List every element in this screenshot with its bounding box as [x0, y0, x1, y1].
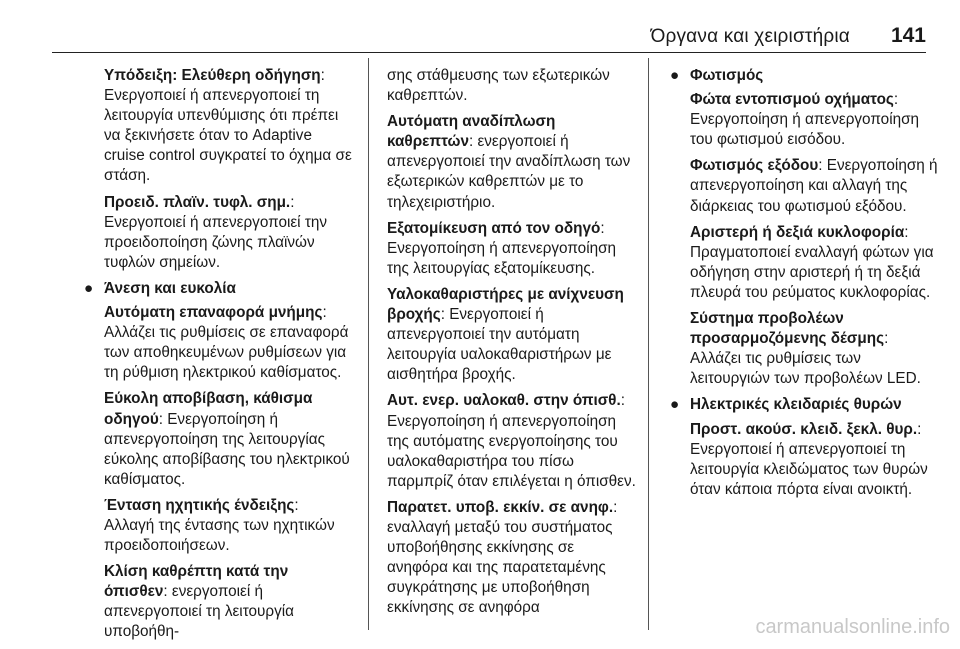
paragraph-blind-spot: Προειδ. πλαϊν. τυφλ. σημ.: Ενεργοποιεί ή απενεργοποιεί την προειδοποίηση ζώνης πλαϊνών τυφλών σημείων. — [104, 193, 328, 271]
bullet-door-locks: ● Ηλεκτρικές κλειδαριές θυρών — [690, 395, 940, 415]
section-title: Όργανα και χειριστήρια — [650, 26, 850, 47]
paragraph-rear-wiper: Αυτ. ενερ. υαλοκαθ. στην όπισθ.: Ενεργοποίηση ή απενεργοποίηση της αυτόματης ενεργοποίησης του υαλοκαθαριστήρα του πίσω παρμπρίζ όταν επιλέγεται η όπισθεν. — [387, 392, 636, 490]
bullet-dot-icon: ● — [670, 396, 680, 414]
paragraph-exit-lighting: Φωτισμός εξόδου: Ενεργοποίηση ή απενεργοποίηση και αλλαγή της διάρκειας του φωτισμού εξόδου. — [690, 157, 938, 215]
bullet-lighting: ● Φωτισμός — [690, 66, 940, 86]
bullet-comfort: ● Άνεση και ευκολία — [104, 279, 352, 299]
header-divider — [52, 52, 926, 53]
paragraph-traffic-side: Αριστερή ή δεξιά κυκλοφορία: Πραγματοποιεί εναλλαγή φώτων για οδήγηση στην αριστερή ή τη δεξιά πλευρά του ρεύματος κυκλοφορίας. — [690, 223, 934, 301]
column-divider-1 — [368, 58, 369, 630]
paragraph-auto-fold: Αυτόματη αναδίπλωση καθρεπτών: ενεργοποιεί ή απενεργοποιεί την αναδίπλωση των εξωτερικών καθρεπτών με το τηλεχειριστήριο. — [387, 113, 631, 211]
column-divider-2 — [648, 58, 649, 630]
column-2 — [387, 66, 637, 624]
paragraph-continuation: σης στάθμευσης των εξωτερικών καθρεπτών. — [387, 67, 610, 105]
bullet-dot-icon: ● — [670, 67, 680, 84]
watermark: carmanualsonline.info — [755, 616, 950, 638]
paragraph-chime-volume: Ένταση ηχητικής ένδειξης: Αλλαγή της έντασης των ηχητικών προειδοποιήσεων. — [104, 496, 335, 555]
paragraph-rain-wipers: Υαλοκαθαριστήρες με ανίχνευση βροχής: Ενεργοποιεί ή απενεργοποιεί την αυτόματη λειτουργία υαλοκαθαριστήρων με αισθητήρα βροχής. — [387, 285, 624, 384]
paragraph-reverse-tilt: Κλίση καθρέπτη κατά την όπισθεν: ενεργοποιεί ή απενεργοποιεί τη λειτουργία υποβοήθη- — [104, 563, 294, 641]
paragraph-personalization: Εξατομίκευση από τον οδηγό: Ενεργοποίηση ή απενεργοποίηση της λειτουργίας εξατομίκευσης. — [387, 219, 617, 277]
paragraph-lockout-protection: Προστ. ακούσ. κλειδ. ξεκλ. θυρ.: Ενεργοποιεί ή απενεργοποιεί τη λειτουργία κλειδώματος των θυρών όταν κάποια πόρτα είναι ανοικτή. — [690, 420, 928, 498]
paragraph-easy-exit: Εύκολη αποβίβαση, κάθισμα οδηγού: Ενεργοποίηση ή απενεργοποίηση της λειτουργίας εύκολης αποβίβασης του ηλεκτρικού καθίσματος. — [104, 390, 350, 488]
paragraph-locator-lights: Φώτα εντοπισμού οχήματος: Ενεργοποίηση ή απενεργοποίηση του φωτισμού εισόδου. — [690, 91, 920, 149]
column-1 — [84, 66, 352, 649]
paragraph-adaptive-beam: Σύστημα προβολέων προσαρμοζόμενης δέσμης: Αλλάζει τις ρυθμίσεις των λειτουργιών των προβολέων LED. — [690, 310, 921, 388]
page-header — [0, 0, 960, 50]
column-3 — [670, 66, 940, 506]
paragraph-hill-start: Παρατετ. υποβ. εκκίν. σε ανηφ.: εναλλαγή μεταξύ του συστήματος υποβοήθησης εκκίνησης σε ανηφόρα και της παρατεταμένης συγκράτησης με υποβοήθηση εκκίνησης σε ανηφόρα — [387, 498, 618, 617]
page-number: 141 — [890, 24, 926, 47]
bullet-dot-icon: ● — [84, 279, 94, 297]
paragraph-free-driving: Υπόδειξη: Ελεύθερη οδήγηση: Ενεργοποιεί ή απενεργοποιεί τη λειτουργία υπενθύμισης ότι πρέπει να ξεκινήσετε όταν το Adaptive cruise control συγκρατεί το όχημα σε στάση. — [104, 67, 352, 185]
paragraph-memory-recall: Αυτόματη επαναφορά μνήμης: Αλλάζει τις ρυθμίσεις σε επαναφορά των αποθηκευμένων ρυθμίσεων για τη ρύθμιση ηλεκτρικού καθίσματος. — [104, 304, 349, 382]
